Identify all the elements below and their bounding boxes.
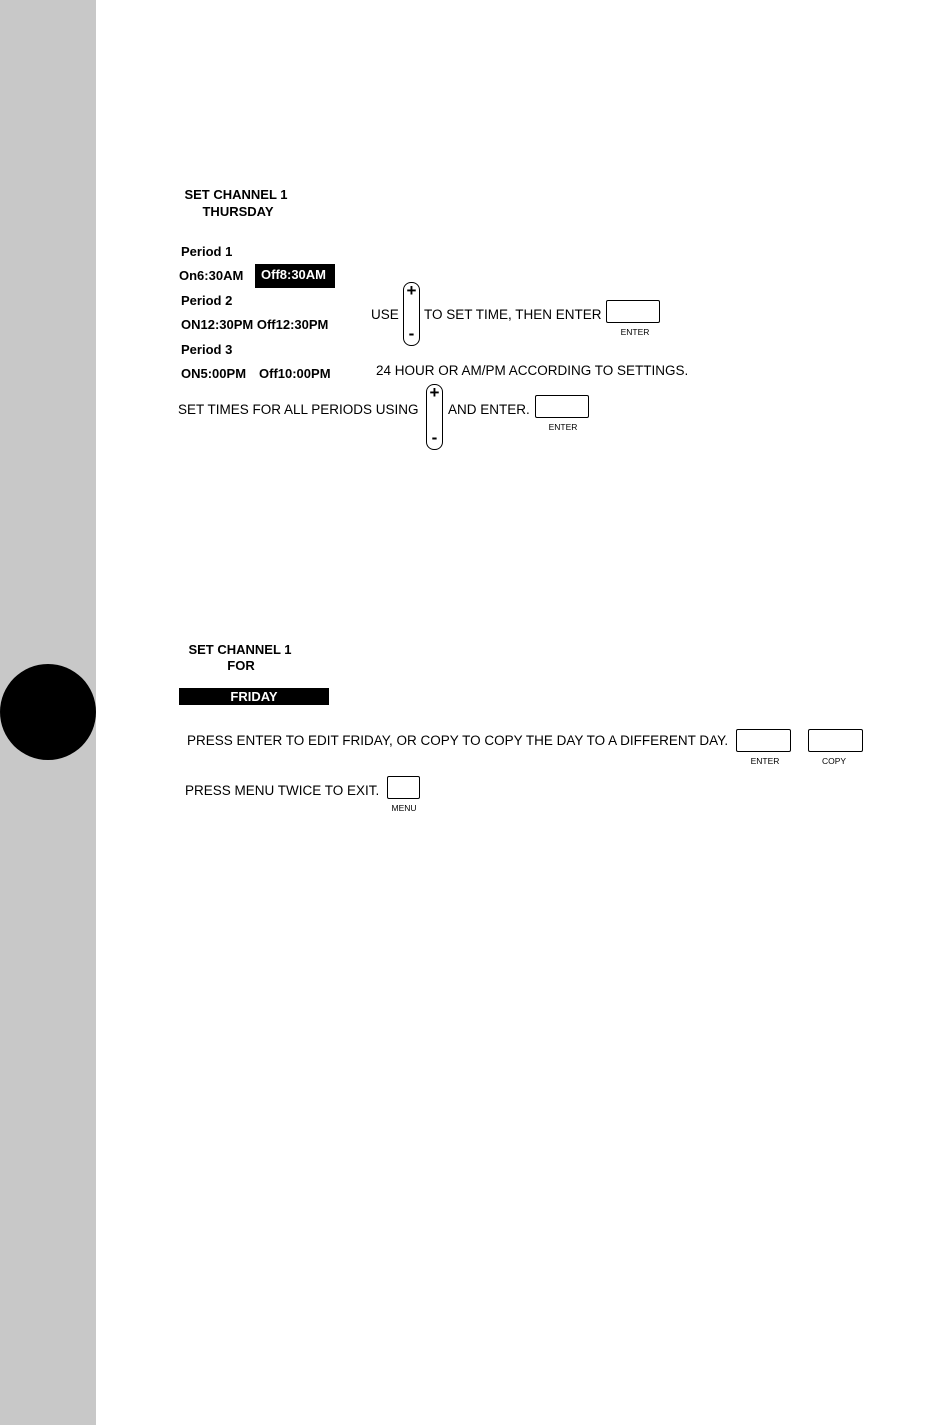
instruction-press-menu: PRESS MENU TWICE TO EXIT. <box>185 783 380 798</box>
instruction-use: USE <box>371 307 399 322</box>
minus-icon: - <box>431 428 438 447</box>
copy-key-label: COPY <box>821 756 847 766</box>
period2-times: ON12:30PM Off12:30PM <box>181 317 329 332</box>
enter-key-3[interactable] <box>736 729 791 752</box>
period3-on-time: ON5:00PM <box>181 366 247 381</box>
plus-minus-key-2[interactable] <box>426 384 443 450</box>
screen1-title-line1: SET CHANNEL 1 <box>184 187 288 202</box>
instruction-hour-note: 24 HOUR OR AM/PM ACCORDING TO SETTINGS. <box>376 363 689 378</box>
screen1-title-line2: THURSDAY <box>202 204 274 219</box>
period3-off-time: Off10:00PM <box>259 366 331 381</box>
plus-icon: + <box>406 281 417 300</box>
period2-label: Period 2 <box>181 293 233 308</box>
period1-off-time-selected: Off8:30AM <box>255 264 335 288</box>
menu-key-label: MENU <box>391 803 417 813</box>
plus-minus-key[interactable] <box>403 282 420 346</box>
enter-key-3-label: ENTER <box>750 756 780 766</box>
enter-key[interactable] <box>606 300 660 323</box>
enter-key-2-label: ENTER <box>548 422 578 432</box>
screen2-day-selected: FRIDAY <box>179 688 329 705</box>
minus-icon: - <box>408 324 415 343</box>
section-tab-marker <box>0 664 96 760</box>
instruction-press-enter: PRESS ENTER TO EDIT FRIDAY, OR COPY TO COPY THE DAY TO A DIFFERENT DAY. <box>187 733 729 748</box>
screen2-title-line2: FOR <box>227 658 255 673</box>
plus-icon: + <box>429 383 440 402</box>
enter-key-label: ENTER <box>620 327 650 337</box>
period1-on-time: On6:30AM <box>179 268 244 283</box>
instruction-set-time: TO SET TIME, THEN ENTER <box>424 307 602 322</box>
screen2-title-line1: SET CHANNEL 1 <box>188 642 292 657</box>
period3-label: Period 3 <box>181 342 233 357</box>
menu-key[interactable] <box>387 776 420 799</box>
instruction-and-enter: AND ENTER. <box>448 402 530 417</box>
copy-key[interactable] <box>808 729 863 752</box>
period1-label: Period 1 <box>181 244 233 259</box>
enter-key-2[interactable] <box>535 395 589 418</box>
instruction-set-all: SET TIMES FOR ALL PERIODS USING <box>178 402 419 417</box>
